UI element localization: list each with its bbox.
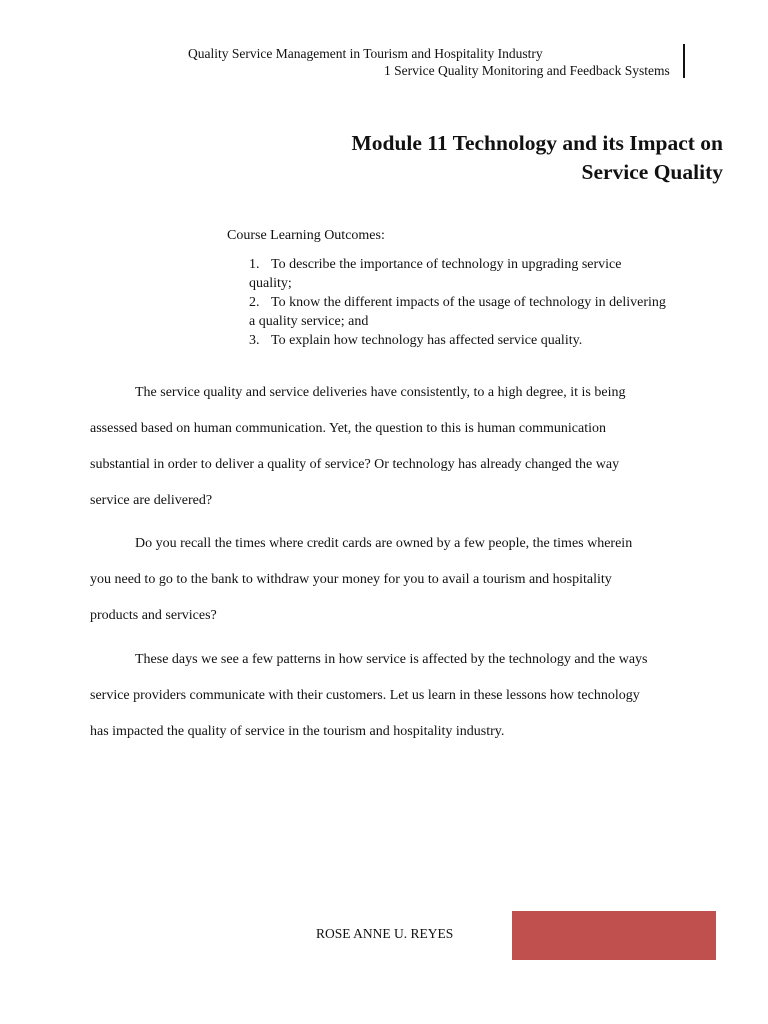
outcome-text: To know the different impacts of the usage of technology in delivering: [271, 295, 666, 310]
paragraph-line: Do you recall the times where credit cards are owned by a few people, the times wherein: [135, 536, 633, 551]
learning-outcomes-label: Course Learning Outcomes:: [227, 228, 385, 243]
paragraph-line: assessed based on human communication. Yet, the question to this is human communication: [90, 421, 606, 436]
outcome-item: [249, 293, 729, 331]
paragraph-line: has impacted the quality of service in the tourism and hospitality industry.: [90, 724, 505, 739]
outcome-text: quality;: [249, 276, 292, 291]
outcome-item: [249, 331, 729, 350]
body-paragraph-intro: [90, 375, 730, 519]
outcome-text: To describe the importance of technology in upgrading service: [271, 257, 622, 272]
footer-author: ROSE ANNE U. REYES: [316, 926, 454, 941]
module-title-line: Service Quality: [581, 160, 723, 185]
learning-outcomes-list: [249, 255, 729, 350]
paragraph-line: service providers communicate with their customers. Let us learn in these lessons how technology: [90, 688, 640, 703]
paragraph-line: you need to go to the bank to withdraw your money for you to avail a tourism and hospitality: [90, 572, 612, 587]
paragraph-line: products and services?: [90, 608, 217, 623]
module-title-line: Module 11 Technology and its Impact on: [351, 131, 723, 156]
footer-color-block: [512, 911, 716, 960]
running-header-course: Quality Service Management in Tourism and Hospitality Industry: [188, 46, 543, 61]
paragraph-line: service are delivered?: [90, 493, 213, 508]
outcome-text: a quality service; and: [249, 314, 369, 329]
outcome-number: 3.: [249, 333, 260, 348]
outcome-number: 1.: [249, 257, 260, 272]
outcome-item: [249, 255, 729, 293]
paragraph-line: substantial in order to deliver a quality of service? Or technology has already changed the way: [90, 457, 620, 472]
module-title: [263, 129, 723, 187]
body-paragraph-patterns: [90, 642, 730, 750]
running-header-unit: 1 Service Quality Monitoring and Feedback Systems: [384, 63, 670, 78]
header-divider: [683, 44, 685, 78]
outcome-number: 2.: [249, 295, 260, 310]
body-paragraph-recall: [90, 526, 730, 634]
paragraph-line: The service quality and service deliveries have consistently, to a high degree, it is being: [135, 385, 626, 400]
outcome-text: To explain how technology has affected service quality.: [271, 333, 583, 348]
paragraph-line: These days we see a few patterns in how service is affected by the technology and the ways: [135, 652, 648, 667]
